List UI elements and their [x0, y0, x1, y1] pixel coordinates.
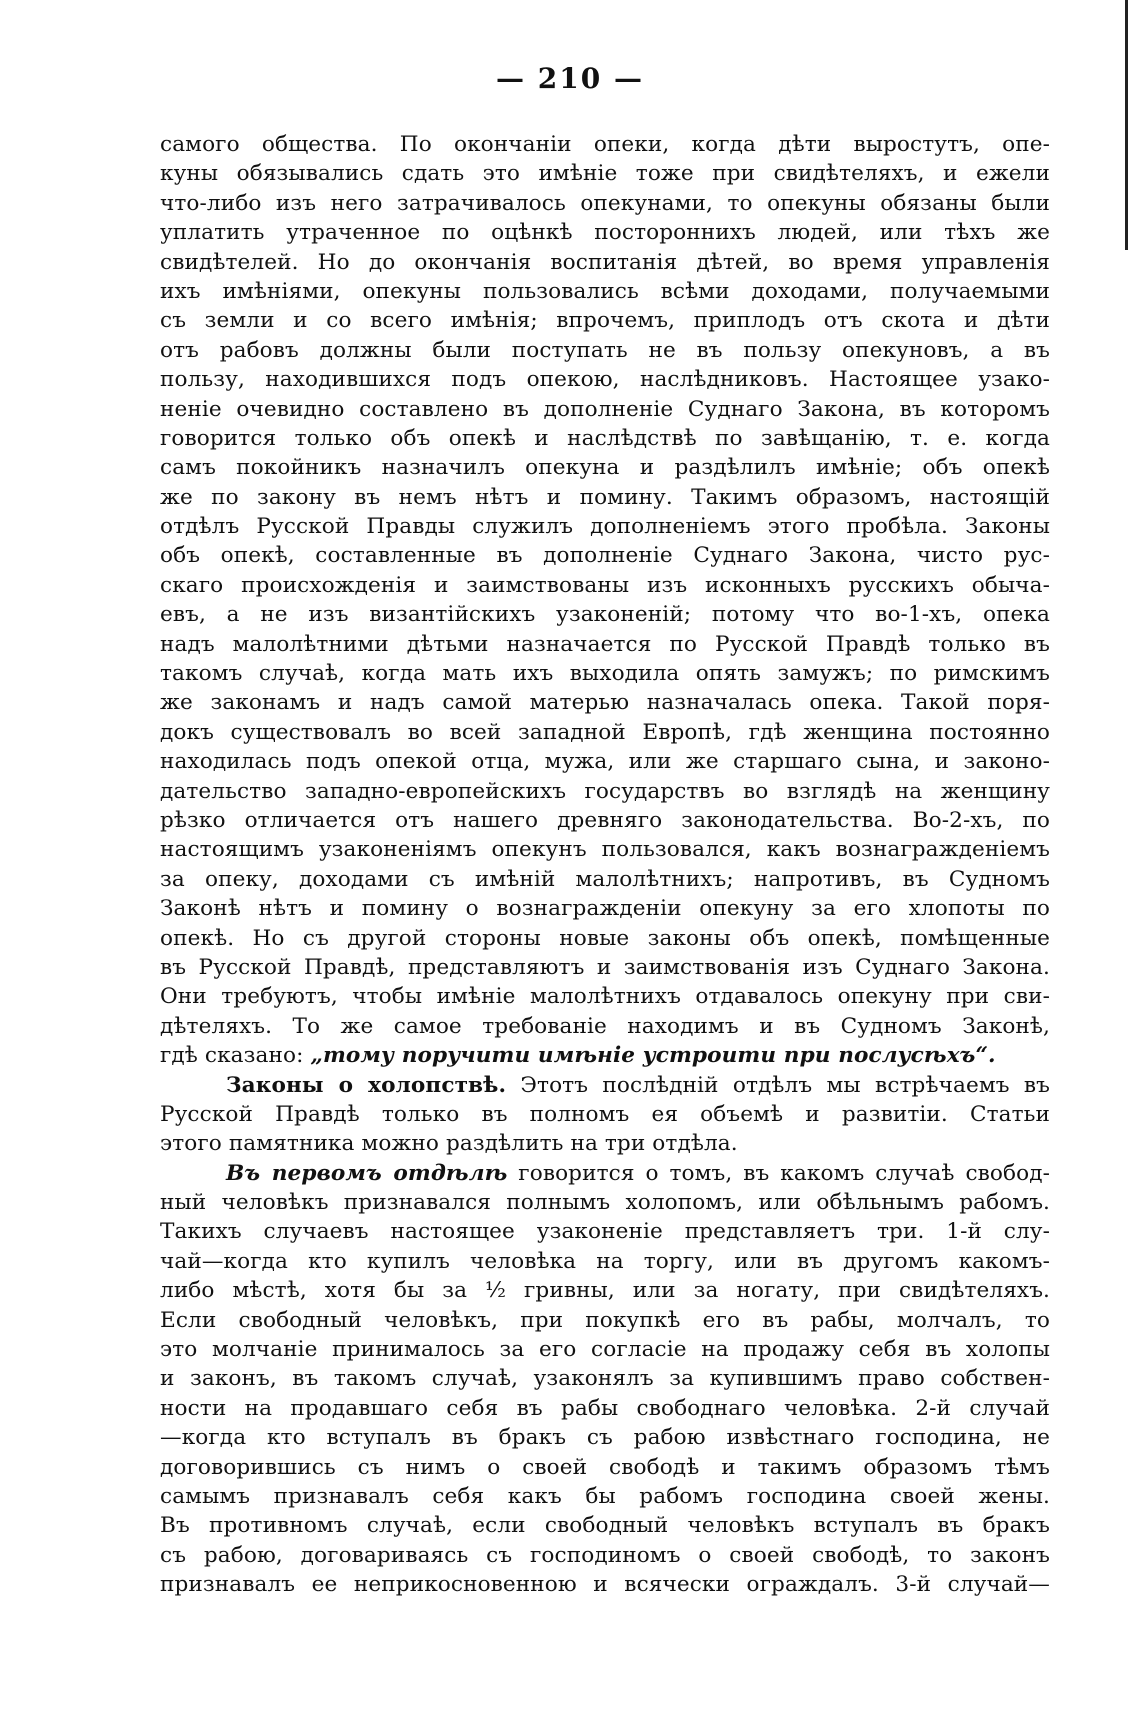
quote-text: „тому поручити имѣніе устроити при послусѣхъ“.	[310, 1043, 996, 1069]
text-line: самъ покойникъ назначилъ опекуна и раздѣлилъ имѣніе; объ опекѣ	[160, 455, 1050, 481]
text-line: этого памятника можно раздѣлить на три отдѣла.	[160, 1131, 738, 1157]
text-line: признавалъ ее неприкосновенною и всячески ограждалъ. 3-й случай—	[160, 1572, 1050, 1598]
text-line: дѣтеляхъ. То же самое требованіе находимъ и въ Судномъ Законѣ,	[160, 1013, 1050, 1039]
text-line: такомъ случаѣ, когда мать ихъ выходила опять замужъ; по римскимъ	[160, 661, 1050, 687]
text-line: ности на продавшаго себя въ рабы свободнаго человѣка. 2-й случай	[160, 1395, 1050, 1421]
text-line: неніе очевидно составлено въ дополненіе Суднаго Закона, въ которомъ	[160, 396, 1050, 422]
text-line: что-либо изъ него затрачивалось опекунами, то опекуны обязаны были	[160, 190, 1050, 216]
text-line: —когда кто вступалъ въ бракъ съ рабою извѣстнаго господина, не	[160, 1425, 1050, 1451]
text-line-fraction	[160, 1276, 1050, 1305]
slavery-heading-rest: Этотъ послѣдній отдѣлъ мы встрѣчаемъ въ	[506, 1072, 1050, 1098]
text-line: Такихъ случаевъ настоящее узаконеніе представляетъ три. 1-й слу-	[160, 1219, 1050, 1245]
text-line: Законѣ нѣтъ и помину о вознагражденіи опекуну за его хлопоты по	[160, 896, 1050, 922]
text-line: договорившись съ нимъ о своей свободѣ и такимъ образомъ тѣмъ	[160, 1454, 1050, 1480]
text-line: уплатить утраченное по оцѣнкѣ постороннихъ людей, или тѣхъ же	[160, 220, 1050, 246]
text-line: Русской Правдѣ только въ полномъ ея объемѣ и развитіи. Статьи	[160, 1101, 1050, 1127]
text-line: находилась подъ опекой отца, мужа, или же старшаго сына, и законо-	[160, 749, 1050, 775]
page-number: — 210 —	[496, 62, 644, 95]
text-line: съ земли и со всего имѣнія; впрочемъ, приплодъ отъ скота и дѣти	[160, 308, 1050, 334]
paragraph-guardianship	[160, 130, 1050, 1041]
text-line: надъ малолѣтними дѣтьми назначается по Русской Правдѣ только въ	[160, 631, 1050, 657]
text-line: же законамъ и надъ самой матерью назначалась опека. Такой поря-	[160, 690, 1050, 716]
fraction-before: либо мѣстѣ, хотя бы за	[160, 1278, 486, 1304]
text-line-first-section	[160, 1159, 1050, 1188]
text-line: отъ рабовъ должны были поступать не въ пользу опекуновъ, а въ	[160, 337, 1050, 363]
first-section-rest: говорится о томъ, въ какомъ случаѣ свобод-	[507, 1160, 1050, 1186]
page-edge-line	[1125, 0, 1128, 250]
quote-prefix: гдѣ сказано:	[160, 1043, 311, 1069]
text-line-slavery-heading	[160, 1071, 1050, 1100]
text-line: чай—когда кто купилъ человѣка на торгу, или въ другомъ какомъ-	[160, 1248, 1050, 1274]
section-heading-slavery: Законы о холопствѣ.	[226, 1072, 507, 1098]
text-line: Въ противномъ случаѣ, если свободный человѣкъ вступалъ въ бракъ	[160, 1513, 1050, 1539]
text-line: евъ, а не изъ византійскихъ узаконеній; потому что во-1-хъ, опека	[160, 602, 1050, 628]
text-line: отдѣлъ Русской Правды служилъ дополненіемъ этого пробѣла. Законы	[160, 514, 1050, 540]
text-line: за опеку, доходами съ имѣній малолѣтнихъ; напротивъ, въ Судномъ	[160, 866, 1050, 892]
text-line: опекѣ. Но съ другой стороны новые законы объ опекѣ, помѣщенные	[160, 925, 1050, 951]
text-line: пользу, находившихся подъ опекою, наслѣдниковъ. Настоящее узако-	[160, 367, 1050, 393]
text-line: Если свободный человѣкъ, при покупкѣ его въ рабы, молчалъ, то	[160, 1307, 1050, 1333]
text-line: докъ существовалъ во всей западной Европѣ, гдѣ женщина постоянно	[160, 719, 1050, 745]
text-line: Они требуютъ, чтобы имѣніе малолѣтнихъ отдавалось опекуну при сви-	[160, 984, 1050, 1010]
text-line: свидѣтелей. Но до окончанія воспитанія дѣтей, во время управленія	[160, 249, 1050, 275]
paragraph-first-section-b	[160, 1306, 1050, 1600]
text-line: въ Русской Правдѣ, представляютъ и заимствованія изъ Суднаго Закона.	[160, 954, 1050, 980]
text-line: же по закону въ немъ нѣтъ и помину. Такимъ образомъ, настоящій	[160, 484, 1050, 510]
fraction-value: ½	[485, 1278, 507, 1304]
text-line: объ опекѣ, составленные въ дополненіе Суднаго Закона, чисто рус-	[160, 543, 1050, 569]
text-line: куны обязывались сдать это имѣніе тоже при свидѣтеляхъ, и ежели	[160, 161, 1050, 187]
text-line: ный человѣкъ признавался полнымъ холопомъ, или обѣльнымъ рабомъ.	[160, 1190, 1050, 1216]
body-text	[160, 130, 1050, 1600]
text-line: и законъ, въ такомъ случаѣ, узаконялъ за купившимъ право собствен-	[160, 1366, 1050, 1392]
text-line: это молчаніе принималось за его согласіе на продажу себя въ холопы	[160, 1337, 1050, 1363]
fraction-after: гривны, или за ногату, при свидѣтеляхъ.	[506, 1278, 1050, 1304]
paragraph-slavery-intro	[160, 1100, 1050, 1159]
text-line: съ рабою, договариваясь съ господиномъ о своей свободѣ, то законъ	[160, 1542, 1050, 1568]
text-line: ихъ имѣніями, опекуны пользовались всѣми доходами, получаемыми	[160, 278, 1050, 304]
text-line: самымъ признавалъ себя какъ бы рабомъ господина своей жены.	[160, 1483, 1050, 1509]
text-line: настоящимъ узаконеніямъ опекунъ пользовался, какъ вознагражденіемъ	[160, 837, 1050, 863]
paragraph-first-section-a	[160, 1188, 1050, 1276]
text-line: дательство западно-европейскихъ государствъ во взглядѣ на женщину	[160, 778, 1050, 804]
first-section-label: Въ первомъ отдѣлѣ	[226, 1160, 508, 1186]
text-line-quote	[160, 1041, 1050, 1070]
text-line: скаго происхожденія и заимствованы изъ исконныхъ русскихъ обыча-	[160, 572, 1050, 598]
text-line: говорится только объ опекѣ и наслѣдствѣ по завѣщанію, т. е. когда	[160, 425, 1050, 451]
text-line: рѣзко отличается отъ нашего древняго законодательства. Во-2-хъ, по	[160, 807, 1050, 833]
text-line: самого общества. По окончаніи опеки, когда дѣти выростутъ, опе-	[160, 132, 1050, 157]
